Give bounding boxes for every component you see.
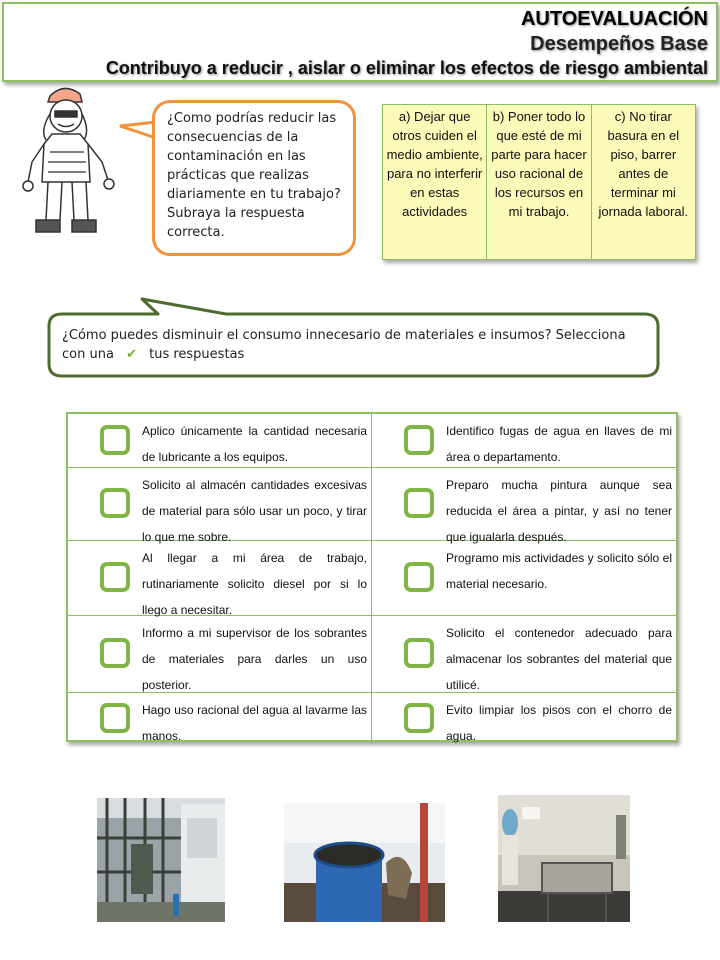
- checkbox[interactable]: [100, 562, 130, 592]
- checklist-item: [68, 693, 372, 744]
- page-subtitle: Desempeños Base: [530, 33, 708, 55]
- checklist-item-text: Evito limpiar los pisos con el chorro de agua.: [446, 703, 672, 743]
- checklist-item-text: Solicito el contenedor adecuado para almacenar los sobrantes del material que utilicé.: [446, 626, 672, 692]
- question2-prefix: ¿Cómo puedes disminuir el consumo innecesario de materiales e insumos? Selecciona con una: [62, 328, 626, 362]
- checklist-item: [372, 414, 676, 468]
- checkbox[interactable]: [404, 488, 434, 518]
- checklist-item: [372, 616, 676, 693]
- industrial-plant-photo: [97, 798, 225, 922]
- checklist-item: [68, 616, 372, 693]
- question2-text: [62, 326, 648, 364]
- worker-illustration: [14, 82, 124, 242]
- checklist-item: [68, 541, 372, 616]
- checkbox[interactable]: [404, 638, 434, 668]
- check-icon: ✔: [126, 347, 137, 362]
- checklist-item-text: Identifico fugas de agua en llaves de mi área o departamento.: [446, 424, 672, 464]
- page-title: AUTOEVALUACIÓN: [520, 8, 708, 30]
- page-description: Contribuyo a reducir , aislar o eliminar los efectos de riesgo ambiental: [105, 58, 708, 78]
- option-b[interactable]: b) Poner todo lo que esté de mi parte para hacer uso racional de los recursos en mi trabajo.: [487, 105, 591, 259]
- checkbox[interactable]: [404, 703, 434, 733]
- question-text: ¿Como podrías reducir las consecuencias de la contaminación en las prácticas que realizas diariamente en tu trabajo?: [167, 111, 341, 202]
- checkbox[interactable]: [404, 425, 434, 455]
- checklist-item-text: Solicito al almacén cantidades excesivas de material para sólo usar un poco, y tirar lo que me sobre.: [142, 478, 367, 544]
- checklist-item-text: Preparo mucha pintura aunque sea reducida el área a pintar, y así no tener que igualarla después.: [446, 478, 672, 544]
- question2-suffix: tus respuestas: [149, 347, 245, 362]
- checklist-item-text: Informo a mi supervisor de los sobrantes de materiales para darles un uso posterior.: [142, 626, 367, 692]
- checkbox[interactable]: [100, 703, 130, 733]
- checklist-item: [68, 414, 372, 468]
- option-c[interactable]: c) No tirar basura en el piso, barrer antes de terminar mi jornada laboral.: [592, 105, 695, 259]
- checklist-item-text: Al llegar a mi área de trabajo, rutinariamente solicito diesel por si lo llego a necesitar.: [142, 551, 367, 617]
- checklist-item: [372, 693, 676, 744]
- checkbox[interactable]: [100, 488, 130, 518]
- checkbox[interactable]: [404, 562, 434, 592]
- checklist-table: [66, 412, 678, 742]
- question-bubble: [152, 100, 356, 256]
- checklist-item: [372, 541, 676, 616]
- checklist-item: [372, 468, 676, 544]
- checklist-item-text: Programo mis actividades y solicito sólo el material necesario.: [446, 551, 672, 591]
- wash-station-photo: [498, 795, 630, 922]
- checklist-item-text: Aplico únicamente la cantidad necesaria de lubricante a los equipos.: [142, 424, 367, 464]
- checkbox[interactable]: [100, 425, 130, 455]
- question-instruction: Subraya la respuesta correcta.: [167, 206, 305, 240]
- answer-options: [382, 104, 696, 260]
- checklist-item-text: Hago uso racional del agua al lavarme las manos.: [142, 703, 367, 743]
- oil-drum-photo: [284, 803, 445, 922]
- checkbox[interactable]: [100, 638, 130, 668]
- header-banner: [2, 2, 718, 82]
- checklist-item: [68, 468, 372, 544]
- option-a[interactable]: a) Dejar que otros cuiden el medio ambiente, para no interferir en estas actividades: [383, 105, 487, 259]
